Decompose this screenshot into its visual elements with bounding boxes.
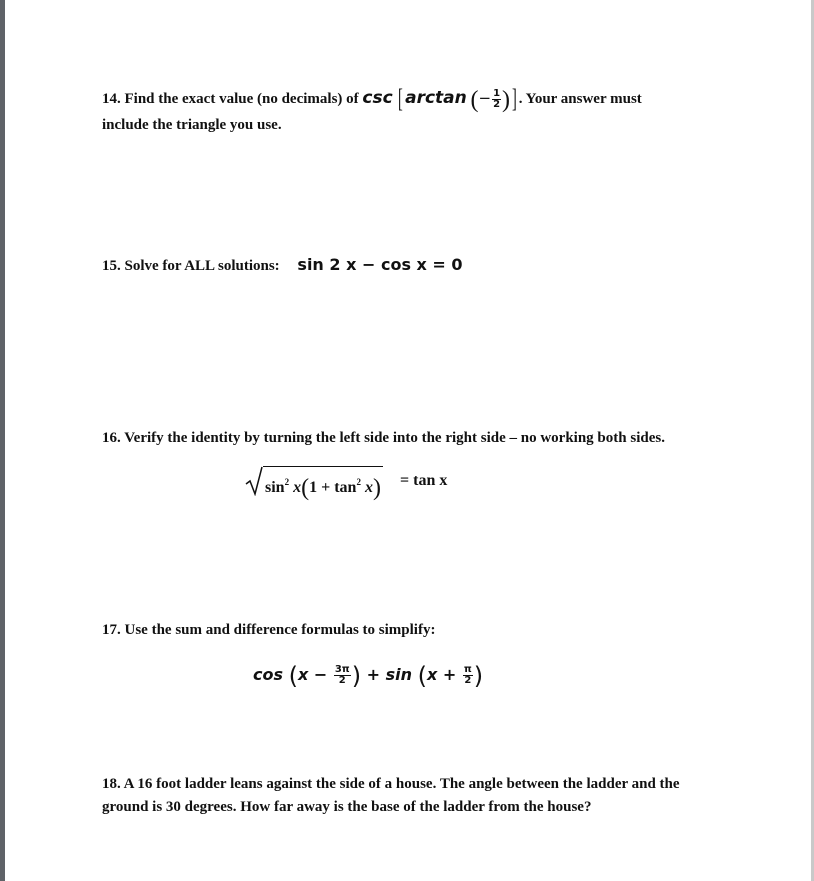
one-half-fraction [492,89,501,110]
one-plus: 1 + [309,479,331,496]
fraction-denominator: 2 [464,675,472,686]
three-pi-over-two [334,665,351,686]
x-plus: x + [426,665,457,684]
tan-term: tan [334,479,357,496]
sin-term: sin [265,479,285,496]
question-15-equation: sin 2 x − cos x = 0 [297,255,463,274]
right-paren-2: ) [473,662,484,690]
fraction-numerator: π [463,664,472,675]
page-left-edge [0,0,5,881]
question-15 [102,255,463,275]
right-bracket: ] [511,84,517,113]
question-14-line-2: include the triangle you use. [102,117,282,133]
x-minus: x − [297,665,328,684]
arctan-function: arctan [405,88,467,108]
question-14-text-after: . Your answer must [518,91,642,107]
fraction-numerator: 1 [493,88,501,100]
cos-function: cos [253,665,283,684]
question-16-label: 16. Verify the identity by turning the left side into the right side – no working both sides. [102,430,665,446]
fraction-numerator: 3π [334,664,350,675]
left-paren-2: ( [417,662,427,690]
minus-sign: − [478,89,492,107]
square-root-sign [245,466,263,496]
left-bracket: [ [398,84,404,113]
x-variable: x [293,479,302,496]
question-18-line-1: 18. A 16 foot ladder leans against the side of a house. The angle between the ladder and the [102,776,680,792]
question-18-line-2: ground is 30 degrees. How far away is the base of the ladder from the house? [102,799,592,815]
left-paren-1: ( [288,662,298,690]
sin-exponent: 2 [284,477,290,487]
pi-over-two [463,665,473,686]
question-17-label: 17. Use the sum and difference formulas to simplify: [102,622,436,638]
left-paren: ( [301,475,310,501]
fraction-denominator: 2 [338,675,346,686]
x-variable-2: x [364,479,373,496]
fraction-denominator: 2 [493,99,501,111]
csc-function: csc [362,88,393,108]
right-paren: ) [372,475,381,501]
question-17-expression [253,662,483,690]
left-paren: ( [470,87,479,113]
tan-exponent: 2 [356,477,361,487]
right-paren: ) [502,87,511,113]
question-14-line-1 [102,84,642,114]
right-paren-1: ) [351,662,362,690]
plus-sin: + sin [366,665,413,684]
question-14-text: 14. Find the exact value (no decimals) of [102,91,363,107]
radicand [263,466,383,499]
question-15-label: 15. Solve for ALL solutions: [102,258,280,274]
identity-right-side: = tan x [400,472,448,489]
